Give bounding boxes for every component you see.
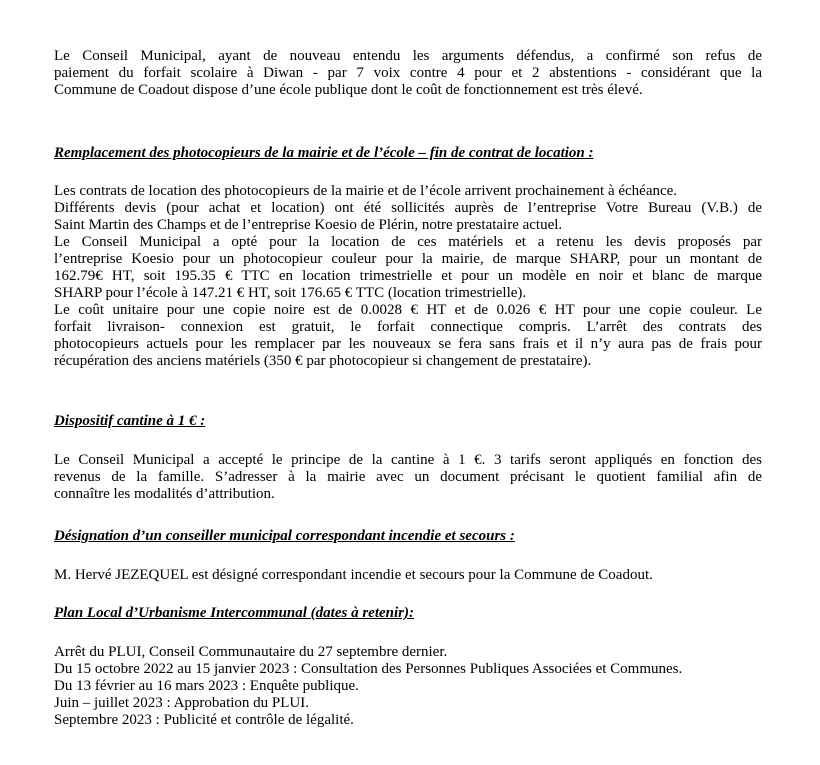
list-item: Juin – juillet 2023 : Approbation du PLUI. xyxy=(54,695,309,711)
list-item: Du 13 février au 16 mars 2023 : Enquête publique. xyxy=(54,678,359,694)
section-heading-cantine: Dispositif cantine à 1 € : xyxy=(54,413,206,429)
paragraph-line: Saint Martin des Champs et de l’entreprise Koesio de Plérin, notre prestataire actuel. xyxy=(54,217,563,233)
paragraph-line: paiement du forfait scolaire à Diwan - par 7 voix contre 4 pour et 2 abstentions - considérant que la xyxy=(54,65,762,81)
section-incendie-body xyxy=(54,567,762,584)
section-plui-body xyxy=(54,644,762,729)
intro-paragraph xyxy=(54,48,762,99)
paragraph-line: 162.79€ HT, soit 195.35 € TTC en location trimestrielle et pour un modèle en noir et blanc de marque xyxy=(54,268,762,284)
paragraph-line: Le Conseil Municipal a opté pour la location de ces matériels et a retenu les devis proposés par xyxy=(54,234,762,250)
section-photocopieurs-body xyxy=(54,183,762,370)
paragraph-line: Les contrats de location des photocopieurs de la mairie et de l’école arrivent prochainement à échéance. xyxy=(54,183,678,199)
section-cantine-heading-block xyxy=(54,413,762,430)
paragraph-line: forfait livraison- connexion est gratuit, le forfait connectique compris. L’arrêt des contrats des xyxy=(54,319,762,335)
paragraph-line: connaître les modalités d’attribution. xyxy=(54,486,275,502)
section-photocopieurs-heading-block xyxy=(54,145,762,162)
paragraph-line: Différents devis (pour achat et location) ont été sollicités auprès de l’entreprise Votre Bureau (V.B.) de xyxy=(54,200,762,216)
section-plui-heading-block xyxy=(54,605,762,622)
paragraph-line: l’entreprise Koesio pour un photocopieur couleur pour la mairie, de marque SHARP, pour un montant de xyxy=(54,251,762,267)
section-incendie-heading-block xyxy=(54,528,762,545)
list-item: Du 15 octobre 2022 au 15 janvier 2023 : Consultation des Personnes Publiques Associées et Communes. xyxy=(54,661,683,677)
paragraph-line: Commune de Coadout dispose d’une école publique dont le coût de fonctionnement est très élevé. xyxy=(54,82,643,98)
paragraph-line: récupération des anciens matériels (350 € par photocopieur si changement de prestataire). xyxy=(54,353,592,369)
paragraph-line: Le Conseil Municipal a accepté le principe de la cantine à 1 €. 3 tarifs seront appliqués en fonction des xyxy=(54,452,762,468)
paragraph-line: Le coût unitaire pour une copie noire est de 0.0028 € HT et de 0.026 € HT pour une copie couleur. Le xyxy=(54,302,762,318)
paragraph-line: M. Hervé JEZEQUEL est désigné correspondant incendie et secours pour la Commune de Coadout. xyxy=(54,567,653,583)
section-heading-photocopieurs: Remplacement des photocopieurs de la mairie et de l’école – fin de contrat de location : xyxy=(54,145,594,161)
section-heading-incendie: Désignation d’un conseiller municipal correspondant incendie et secours : xyxy=(54,528,515,544)
paragraph-line: Le Conseil Municipal, ayant de nouveau entendu les arguments défendus, a confirmé son refus de xyxy=(54,48,762,64)
section-cantine-body xyxy=(54,452,762,503)
paragraph-line: photocopieurs actuels pour les remplacer par les nouveaux se fera sans frais et il n’y aura pas de frais pour xyxy=(54,336,762,352)
paragraph-line: SHARP pour l’école à 147.21 € HT, soit 176.65 € TTC (location trimestrielle). xyxy=(54,285,527,301)
list-item: Arrêt du PLUI, Conseil Communautaire du 27 septembre dernier. xyxy=(54,644,448,660)
list-item: Septembre 2023 : Publicité et contrôle de légalité. xyxy=(54,712,354,728)
paragraph-line: revenus de la famille. S’adresser à la mairie avec un document précisant le quotient familial afin de xyxy=(54,469,762,485)
section-heading-plui: Plan Local d’Urbanisme Intercommunal (dates à retenir): xyxy=(54,605,414,621)
